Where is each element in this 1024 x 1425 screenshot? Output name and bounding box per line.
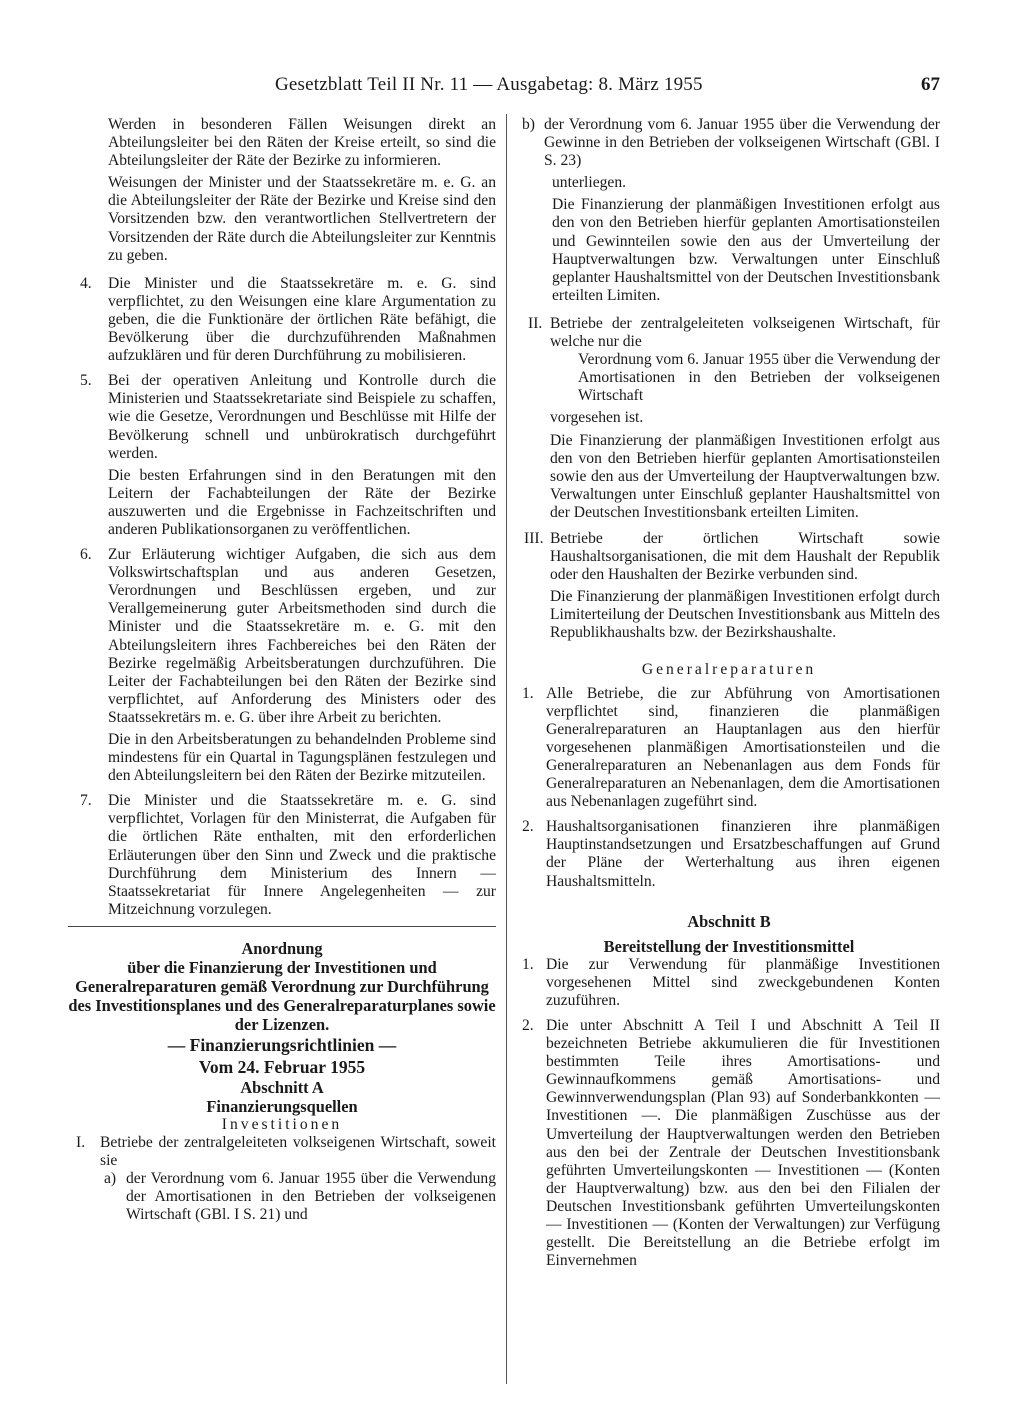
item-text: Zur Erläuterung wichtiger Aufgaben, die sich aus dem Volkswirtschaftsplan und aus anderen Gesetzen, Verordnungen und Beschlüssen ergeben, und zur Verallgemeinerung guter Arbeitsmethoden sind durch die Minister und die Staatssekretäre m. e. G. mit den Abteilungsleitern ihres Fachbereiches bei den Räten der Bezirke regelmäßig Arbeitsberatungen durchzuführen. Die Leiter der Fachabteilungen bei den Räten der Bezirke sind verpflichtet, auf Anforderung des Ministers oder des Staatssekretärs m. e. G. über ihre Arbeit zu berichten. (108, 546, 496, 726)
item-text: Alle Betriebe, die zur Abführung von Amortisationen verpflichtet sind, finanzieren die planmäßigen Generalreparaturen an Hauptanlagen aus den hierfür vorgesehenen planmäßigen Amortisationsteilen und die Generalreparaturen an Nebenanlagen aus dem Fonds für Generalreparaturen an Nebenanlagen, dem die Amortisationen aus Nebenanlagen zugeführt sind. (546, 684, 940, 811)
item-text: Haushaltsorganisationen finanzieren ihre planmäßigen Hauptinstandsetzungen und Ersatzbeschaffungen auf Grund der Pläne der Werterhaltung aus ihren eigenen Haushaltsmitteln. (546, 818, 940, 890)
item-text: der Verordnung vom 6. Januar 1955 über die Verwendung der Amortisationen in den Betrieben der volkseigenen Wirtschaft (GBl. I S. 21) und (126, 1170, 496, 1224)
section-subheading: Investitionen (221, 1115, 343, 1133)
list-item-b2 (518, 1017, 940, 1270)
list-item-5 (68, 372, 496, 539)
item-text: Betriebe der zentralgeleiteten volkseigenen Wirtschaft, für welche nur die (550, 314, 940, 351)
item-number: 7. (80, 792, 92, 810)
item-number: 2. (522, 1016, 534, 1034)
item-number: II. (528, 314, 543, 332)
paragraph: unterliegen. (552, 174, 627, 192)
list-item-b1 (518, 956, 940, 1010)
section-subheading: Finanzierungsquellen (206, 1096, 358, 1116)
left-column (68, 116, 496, 1233)
decree-date: Vom 24. Februar 1955 (198, 1056, 366, 1077)
list-item-7 (68, 792, 496, 919)
sub-item-b (518, 116, 940, 170)
item-number: III. (524, 529, 544, 547)
item-number: 5. (80, 372, 92, 390)
item-text: Die zur Verwendung für planmäßige Investitionen vorgesehenen Mittel sind zweckgebundenen Konten zuzuführen. (546, 955, 940, 1009)
section-subheading: Generalreparaturen (641, 660, 817, 678)
item-text: Betriebe der zentralgeleiteten volkseigenen Wirtschaft, soweit sie (100, 1134, 496, 1170)
paragraph: Die Finanzierung der planmäßigen Investitionen erfolgt aus den von den Betrieben hierfür geplanten Amortisationsteilen sowie den aus der Umverteilung der Hauptverwaltungen bzw. Verwaltungen unter Einschluß geplanter Haushaltsmittel von der Deutschen Investitionsbank erteilten Limiten. (550, 431, 940, 521)
item-number: 2. (522, 818, 534, 836)
item-text: Die in den Arbeitsberatungen zu behandelnden Probleme sind mindestens für ein Quartal in Tagungsplänen festzulegen und den Abteilungsleitern bei den Räten der Bezirke mitzuteilen. (108, 731, 496, 785)
list-item-4 (68, 275, 496, 365)
decree-subtitle: über die Finanzierung der Investitionen und Generalreparaturen gemäß Verordnung zur Durchführung des Investitionsplanes und des Generalreparaturplanes sowie der Lizenzen. (68, 957, 496, 1034)
list-item-g1 (518, 685, 940, 812)
paragraph: Die Finanzierung der planmäßigen Investitionen erfolgt aus den von den Betrieben hierfür geplanten Amortisationsteilen und Gewinnteilen sowie den aus der Umverteilung der Hauptverwaltungen bzw. Verwaltungen unter Einschluß geplanter Haushaltsmittel von der Deutschen Investitionsbank erteilten Limiten. (552, 196, 940, 304)
section-heading: Abschnitt B (687, 911, 771, 931)
decree-short-name: — Finanzierungsrichtlinien — (167, 1034, 397, 1055)
item-number: 6. (80, 546, 92, 564)
item-text: Die besten Erfahrungen sind in den Beratungen mit den Leitern der Fachabteilungen der Räte der Bezirke auszuwerten und die Ergebnisse in Fachzeitschriften und anderen Publikationsorganen zu veröffentlichen. (108, 466, 496, 538)
item-text: Bei der operativen Anleitung und Kontrolle durch die Ministerien und Staatssekretariate sind Beispiele zu schaffen, wie die Gesetze, Verordnungen und Beschlüsse mit Hilfe der Bevölkerung schnell und unbürokratisch durchgeführt werden. (108, 372, 496, 462)
item-text: Betriebe der örtlichen Wirtschaft sowie Haushaltsorganisationen, die mit dem Haushalt der Republik oder den Haushalten der Bezirke verbunden sind. (550, 529, 940, 584)
item-text: Die unter Abschnitt A Teil I und Abschnitt A Teil II bezeichneten Betriebe akkumulieren die für Investitionen bestimmten Teile ihres Amortisations- und Gewinnaufkommens gemäß Amortisations- und Gewinnverwendungsplan (Plan 93) auf Sonderbankkonten — Investitionen —. Die planmäßigen Zuschüsse aus der Umverteilung der Hauptverwaltungen werden den Betrieben aus den bei der Zentrale der Deutschen Investitionsbank geführten Umverteilungskonten — Investitionen — (Konten der Hauptverwaltung) bzw. aus den bei den Filialen der Deutschen Investitionsbank geführten Umverteilungskonten — Investitionen — (Konten der Verwaltungen) zur Verfügung gestellt. Die Bereitstellung an die Betriebe erfolgt im Einvernehmen (546, 1016, 940, 1270)
item-text: der Verordnung vom 6. Januar 1955 über die Verwendung der Gewinne in den Betrieben der volkseigenen Wirtschaft (GBl. I S. 23) (544, 116, 940, 170)
item-number: 1. (522, 955, 534, 973)
item-number: I. (76, 1134, 86, 1152)
item-number: 1. (522, 684, 534, 702)
section-divider (68, 926, 496, 927)
column-divider (506, 114, 507, 1384)
list-item-6 (68, 546, 496, 785)
item-letter: a) (104, 1170, 117, 1188)
item-text: Die Minister und die Staatssekretäre m. e. G. sind verpflichtet, zu den Weisungen eine klare Argumentation zu geben, die die Funktionäre der örtlichen Räte befähigt, die Bevölkerung über die durchzuführenden Maßnahmen aufzuklären und für deren Durchführung zu mobilisieren. (108, 274, 496, 365)
roman-item-1 (76, 1134, 496, 1224)
decree-title: Anordnung (241, 938, 323, 958)
list-item-g2 (518, 818, 940, 890)
paragraph: Weisungen der Minister und der Staatssekretäre m. e. G. an die Abteilungsleiter der Räte der Bezirke und Kreise sind den Vorsitzenden bzw. den verantwortlichen Stellvertretern der Vorsitzenden der Räte durch die Abteilungsleiter zur Kenntnis zu geben. (108, 174, 496, 264)
quoted-regulation: Verordnung vom 6. Januar 1955 über die Verwendung der Amortisationen in den Betrieben der volkseigenen Wirtschaft (578, 351, 940, 405)
page-header: Gesetzblatt Teil II Nr. 11 — Ausgabetag: 8. März 1955 (275, 74, 703, 95)
section-subheading: Bereitstellung der Investitionsmittel (603, 936, 855, 956)
paragraph: vorgesehen ist. (550, 409, 644, 427)
roman-item-2 (518, 315, 940, 522)
page-number: 67 (921, 74, 940, 95)
paragraph: Werden in besonderen Fällen Weisungen direkt an Abteilungsleiter bei den Räten der Kreise erteilt, so sind die Abteilungsleiter der Räte der Bezirke zu informieren. (108, 116, 496, 170)
section-heading: Abschnitt A (240, 1077, 324, 1097)
paragraph: Die Finanzierung der planmäßigen Investitionen erfolgt durch Limiterteilung der Deutschen Investitionsbank aus Mitteln des Republikhaushalts bzw. der Bezirkshaushalte. (550, 588, 940, 642)
sub-item-a (100, 1170, 496, 1224)
item-letter: b) (522, 116, 535, 133)
item-text: Die Minister und die Staatssekretäre m. e. G. sind verpflichtet, Vorlagen für den Ministerrat, die Aufgaben für die örtlichen Räte enthalten, mit den erforderlichen Erläuterungen über den Sinn und Zweck und die praktische Durchführung dem Ministerium des Innern — Staatssekretariat für Innere Angelegenheiten — zur Mitzeichnung vorzulegen. (108, 792, 496, 918)
section-body (518, 174, 940, 305)
right-column (518, 116, 940, 1277)
item-number: 4. (80, 274, 92, 292)
roman-item-3 (518, 530, 940, 643)
